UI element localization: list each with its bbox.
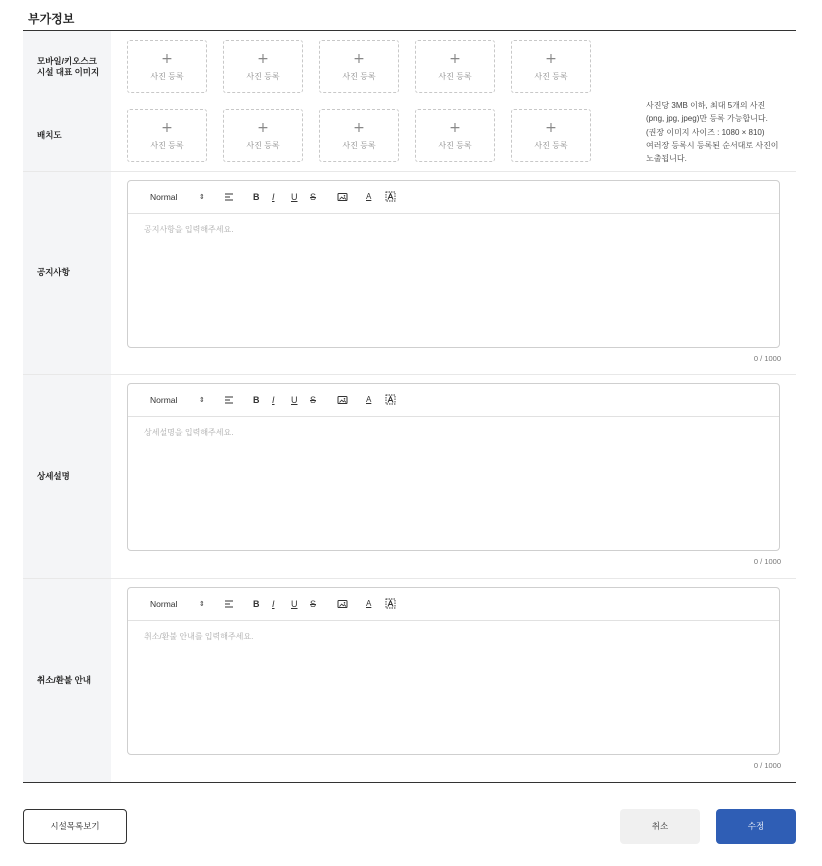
rich-text-editor	[127, 180, 780, 348]
rich-text-editor	[127, 383, 780, 551]
help-line: 사진당 3MB 이하, 최대 5개의 사진	[646, 101, 766, 110]
photo-upload-slot[interactable]	[511, 109, 591, 162]
character-counter: 0 / 1000	[753, 354, 781, 363]
photo-upload-slot[interactable]	[415, 40, 495, 93]
photo-representative-label	[37, 56, 99, 78]
editor-row-label: 상세설명	[37, 471, 70, 481]
italic-button[interactable]: I	[272, 192, 275, 202]
upload-label: 사진 등록	[438, 72, 472, 81]
upload-label: 사진 등록	[438, 141, 472, 150]
editor-row-label: 공지사항	[37, 267, 70, 277]
plus-icon: +	[161, 120, 173, 136]
select-arrows-icon: ⇕	[199, 601, 205, 608]
editor-placeholder: 공지사항을 입력해주세요.	[144, 225, 234, 234]
upload-label: 사진 등록	[246, 72, 280, 81]
select-arrows-icon: ⇕	[199, 194, 205, 201]
plus-icon: +	[449, 120, 461, 136]
help-line: (권장 이미지 사이즈 : 1080 × 810)	[646, 127, 765, 137]
upload-label: 사진 등록	[246, 141, 280, 150]
rich-text-editor	[127, 587, 780, 755]
text-color-button[interactable]: A	[366, 395, 372, 404]
photo-upload-slot[interactable]	[127, 40, 207, 93]
strike-button[interactable]: S	[310, 192, 317, 202]
format-select[interactable]: Normal	[150, 192, 178, 202]
upload-label: 사진 등록	[150, 72, 184, 81]
bold-button[interactable]: B	[253, 395, 260, 405]
bold-button[interactable]: B	[253, 599, 260, 609]
editor-row-label: 취소/환불 안내	[37, 675, 91, 685]
plus-icon: +	[353, 120, 365, 136]
character-counter: 0 / 1000	[753, 557, 781, 566]
image-icon[interactable]	[337, 395, 348, 405]
upload-label: 사진 등록	[342, 141, 376, 150]
bottom-divider	[23, 782, 796, 783]
photo-label-cell	[23, 31, 111, 171]
strike-button[interactable]: S	[310, 599, 317, 609]
select-arrows-icon: ⇕	[199, 397, 205, 404]
plus-icon: +	[257, 51, 269, 67]
photo-upload-slot[interactable]	[415, 109, 495, 162]
underline-button[interactable]: U	[291, 395, 298, 405]
editor-placeholder: 상세설명을 입력해주세요.	[144, 428, 234, 437]
editor-content-area[interactable]	[128, 215, 779, 347]
editor-toolbar	[128, 181, 779, 214]
help-line: 여러장 등록시 등록된 순서대로 사진이	[646, 140, 779, 150]
plus-icon: +	[545, 120, 557, 136]
format-select[interactable]: Normal	[150, 599, 178, 609]
upload-label: 사진 등록	[342, 72, 376, 81]
photo-upload-row	[23, 31, 796, 172]
editor-toolbar	[128, 588, 779, 621]
photo-upload-slot[interactable]	[511, 40, 591, 93]
plus-icon: +	[257, 120, 269, 136]
bold-button[interactable]: B	[253, 192, 260, 202]
character-counter: 0 / 1000	[753, 761, 781, 770]
align-icon[interactable]	[224, 395, 234, 405]
underline-button[interactable]: U	[291, 192, 298, 202]
underline-button[interactable]: U	[291, 599, 298, 609]
label-line: 시설 대표 이미지	[37, 67, 100, 77]
layout-map-label	[37, 130, 62, 141]
plus-icon: +	[449, 51, 461, 67]
format-select[interactable]: Normal	[150, 395, 178, 405]
align-icon[interactable]	[224, 192, 234, 202]
label-line: 모바일/키오스크	[37, 56, 97, 66]
image-icon[interactable]	[337, 192, 348, 202]
cancel-button[interactable]: 취소	[620, 809, 700, 844]
label-line: 배치도	[37, 130, 62, 140]
section-title: 부가정보	[28, 12, 75, 26]
photo-upload-slot[interactable]	[319, 40, 399, 93]
photo-help-text	[646, 99, 796, 165]
editor-toolbar	[128, 384, 779, 417]
editor-row	[23, 172, 796, 375]
editor-content-area[interactable]	[128, 418, 779, 550]
help-line: (png, jpg, jpeg)만 등록 가능합니다.	[646, 114, 768, 124]
background-color-icon[interactable]	[385, 394, 396, 405]
strike-button[interactable]: S	[310, 395, 317, 405]
plus-icon: +	[353, 51, 365, 67]
help-line: 노출됩니다.	[646, 154, 687, 164]
upload-label: 사진 등록	[534, 72, 568, 81]
align-icon[interactable]	[224, 599, 234, 609]
italic-button[interactable]: I	[272, 599, 275, 609]
text-color-button[interactable]: A	[366, 192, 372, 201]
upload-label: 사진 등록	[150, 141, 184, 150]
photo-upload-slot[interactable]	[223, 40, 303, 93]
text-color-button[interactable]: A	[366, 599, 372, 608]
submit-button[interactable]: 수정	[716, 809, 796, 844]
editor-row	[23, 375, 796, 579]
photo-upload-slot[interactable]	[127, 109, 207, 162]
background-color-icon[interactable]	[385, 598, 396, 609]
editor-placeholder: 취소/환불 안내를 입력해주세요.	[144, 632, 254, 641]
plus-icon: +	[161, 51, 173, 67]
editor-content-area[interactable]	[128, 622, 779, 754]
upload-label: 사진 등록	[534, 141, 568, 150]
plus-icon: +	[545, 51, 557, 67]
facility-list-button[interactable]: 시설목록보기	[23, 809, 127, 844]
image-icon[interactable]	[337, 599, 348, 609]
italic-button[interactable]: I	[272, 395, 275, 405]
photo-upload-slot[interactable]	[319, 109, 399, 162]
photo-upload-slot[interactable]	[223, 109, 303, 162]
background-color-icon[interactable]	[385, 191, 396, 202]
editor-row	[23, 579, 796, 782]
